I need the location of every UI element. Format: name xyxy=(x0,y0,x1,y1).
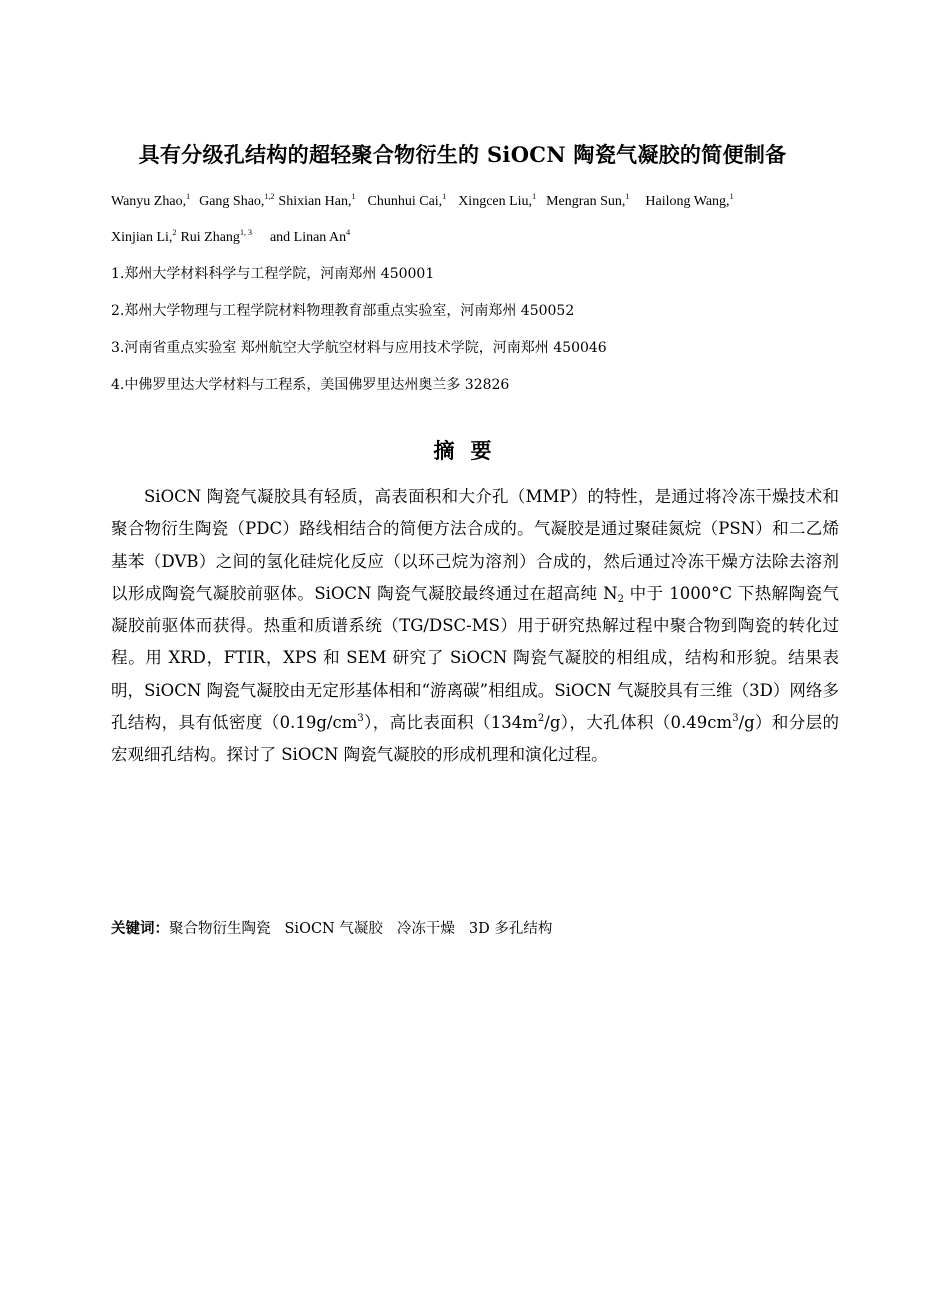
author-name: Mengran Sun, xyxy=(546,194,626,209)
author-name: Chunhui Cai, xyxy=(367,194,443,209)
author-affiliation-sup: 4 xyxy=(346,228,351,237)
abstract-part-5: /g）和分层的宏观细孔结构。探讨了 SiOCN 陶瓷气凝胶的形成机理和演化过程。 xyxy=(111,713,839,765)
author-name: Rui Zhang xyxy=(180,230,240,245)
abstract-part-1: SiOCN 陶瓷气凝胶具有轻质，高表面积和大介孔（MMP）的特性，是通过将冷冻干燥技术和聚合物衍生陶瓷（PDC）路线相结合的简便方法合成的。气凝胶是通过聚硅氮烷（PSN）和二乙烯基苯（DVB）之间的氢化硅烷化反应（以环己烷为溶剂）合成的，然后通过冷冻干燥方法除去溶剂以形成陶瓷气凝胶前驱体。SiOCN 陶瓷气凝胶最终通过在超高纯 N xyxy=(111,487,839,603)
density-unit-sup: 3 xyxy=(357,713,364,725)
author-name: Gang Shao, xyxy=(199,194,265,209)
keyword-item: 3D 多孔结构 xyxy=(468,921,553,937)
affiliation-3: 3.河南省重点实验室 郑州航空大学航空材料与应用技术学院，河南郑州 450046 xyxy=(111,340,607,356)
keyword-item: 冷冻干燥 xyxy=(396,921,455,937)
author-affiliation-sup: 1 xyxy=(351,192,356,201)
author-affiliation-sup: 1 xyxy=(186,192,191,201)
keywords-line xyxy=(111,918,566,940)
abstract-heading: 摘要 xyxy=(433,438,508,463)
abstract-part-3: ），高比表面积（134m xyxy=(363,713,538,733)
abstract-part-4: /g），大孔体积（0.49cm xyxy=(544,713,733,733)
author-name: Shixian Han, xyxy=(278,194,352,209)
author-name: Hailong Wang, xyxy=(645,194,730,209)
author-affiliation-sup: 2 xyxy=(172,228,177,237)
author-affiliation-sup: 1,2 xyxy=(264,192,275,201)
author-name: Wanyu Zhao, xyxy=(111,194,187,209)
affiliation-2: 2.郑州大学物理与工程学院材料物理教育部重点实验室，河南郑州 450052 xyxy=(111,303,575,319)
author-affiliation-sup: 1 xyxy=(442,192,447,201)
author-name: and Linan An xyxy=(269,230,347,245)
author-name: Xinjian Li, xyxy=(111,230,173,245)
author-affiliation-sup: 1 xyxy=(532,192,537,201)
author-affiliation-sup: 1 xyxy=(625,192,630,201)
author-row-2 xyxy=(111,228,350,248)
keyword-item: SiOCN 气凝胶 xyxy=(284,921,383,937)
n2-subscript: 2 xyxy=(617,593,624,605)
keyword-item: 聚合物衍生陶瓷 xyxy=(169,921,271,937)
keywords-label: 关键词： xyxy=(111,920,169,937)
author-affiliation-sup: 1, 3 xyxy=(239,228,252,237)
volume-unit-sup: 3 xyxy=(732,713,739,725)
area-unit-sup: 2 xyxy=(537,713,545,725)
affiliation-1: 1.郑州大学材料科学与工程学院，河南郑州 450001 xyxy=(111,266,435,282)
author-affiliation-sup: 1 xyxy=(729,192,734,201)
abstract-part-2: 中于 1000°C 下热解陶瓷气凝胶前驱体而获得。热重和质谱系统（TG/DSC-MS）用于研究热解过程中聚合物到陶瓷的转化过程。用 XRD，FTIR，XPS 和 SEM 研究了 SiOCN 陶瓷气凝胶的相组成，结构和形貌。结果表明，SiOCN 陶瓷气凝胶由无定形基体相和“游离碳”相组成。SiOCN 气凝胶具有三维（3D）网络多孔结构，具有低密度（0.19g/cm xyxy=(111,583,839,733)
paper-title: 具有分级孔结构的超轻聚合物衍生的 SiOCN 陶瓷气凝胶的简便制备 xyxy=(138,142,787,167)
abstract-text xyxy=(111,481,839,772)
author-row-1 xyxy=(111,192,734,212)
affiliation-4: 4.中佛罗里达大学材料与工程系，美国佛罗里达州奥兰多 32826 xyxy=(111,377,510,393)
author-name: Xingcen Liu, xyxy=(458,194,533,209)
